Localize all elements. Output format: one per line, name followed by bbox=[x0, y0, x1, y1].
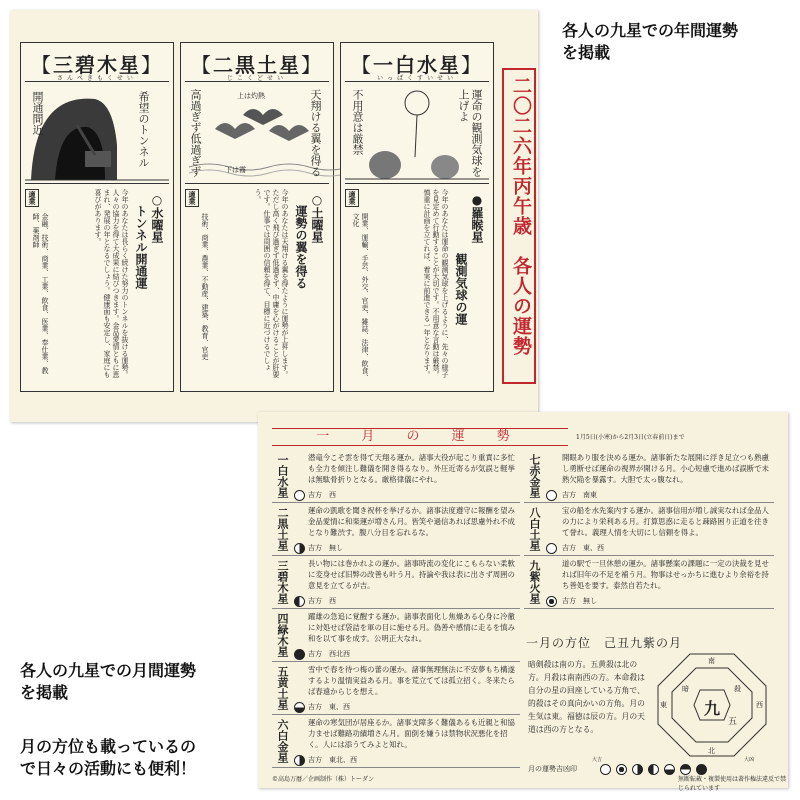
monthly-row bbox=[272, 662, 520, 715]
annual-caption bbox=[562, 20, 738, 64]
monthly-row bbox=[272, 609, 520, 662]
annual-banner bbox=[502, 68, 536, 384]
monthly-text: 躍雄の急追に覚醒する運か。諸事表面化し焦燥ある心身に冷徹に対処せば袋詰を軍の目に施せる月。偽善や感情に走るを慎み和を以て事を成す。公明正大なれ。 bbox=[308, 612, 515, 643]
lucky-direction: 吉方 東、西 bbox=[308, 703, 350, 711]
illustration-label-bottom: 下は霧 bbox=[225, 166, 246, 174]
fortune-mark-icon bbox=[546, 543, 557, 554]
fortune-body: 今年のあなたは運命の観測気球を上げるように、先々の様子を見定めて行動することが大切です。不用意な言動は厳禁。慎重に計画を立てれば、着実に前進できる一年となります。 bbox=[423, 189, 449, 378]
monthly-date-range: 1月5日(小寒)から2月3日(立春前日)まで bbox=[576, 434, 685, 441]
star-label: 五黄土星 bbox=[276, 666, 289, 710]
illustration-caption-2: 高過ぎず低過ぎず bbox=[189, 89, 202, 177]
balloon-illustration bbox=[345, 85, 489, 184]
caption-line: 各人の九星での年間運勢 bbox=[562, 21, 739, 40]
star-title: 【 一白水星 】 bbox=[345, 49, 489, 78]
illustration-caption-2: 希望のトンネル bbox=[137, 91, 150, 168]
fortune-mark-icon bbox=[294, 755, 305, 766]
fortune-body: 今年のあなたは天翔ける翼を得たように運勢が上昇します。ただし高く飛び過ぎず低過ぎず、中庸を心がけることが肝要です。仕事では周囲の信頼を得て、目標に近づけるでしょう。 bbox=[254, 189, 289, 378]
monthly-row bbox=[272, 450, 520, 503]
fortune-star: ○水曜星 bbox=[150, 193, 164, 243]
legend-mark-icon bbox=[664, 764, 675, 775]
star-title: 【 三碧木星 】 bbox=[25, 49, 169, 78]
fortune-star: ●羅睺星 bbox=[470, 193, 484, 243]
legend-mark-icon bbox=[632, 764, 643, 775]
fortune-star: ○土曜星 bbox=[310, 193, 324, 243]
banner-title: 二〇二六年丙午歳 各人の運勢 bbox=[510, 76, 532, 356]
monthly-text: 長い物には巻かれよの運か。諸事時流の変化にこもらない柔軟に変身せば旧弊の改善も叶う月。持論や我は表に出さず周囲の意見を立てるが吉。 bbox=[308, 559, 515, 590]
illustration-caption: 運命の観測気球を上げよ bbox=[457, 89, 483, 177]
column-header bbox=[25, 47, 169, 82]
direction-caption bbox=[20, 736, 196, 780]
direction-compass bbox=[656, 652, 768, 758]
compass-label: 北 bbox=[708, 747, 715, 755]
legend-mark-icon bbox=[616, 764, 627, 775]
caption-line: 月の方位も載っているの bbox=[20, 737, 197, 756]
monthly-text: 宝の船を水先案内する運か。諸事信用が増し誠実なれば金品人の力により栄利ある月。打算思惑に走ると疎路困り正道を往きて誉れ。義理人情を大切にし信頼を得よ。 bbox=[562, 506, 769, 537]
legend-mark-icon bbox=[600, 764, 611, 775]
star-label: 七赤金星 bbox=[528, 454, 541, 498]
monthly-text: 潜竜今こそ雲を得て天翔る運か。諸事大役が起こり重責に多忙も全力を傾注し難儀を開き得るなり。外圧近寄るが気誤と軽挙は無駄骨折りとなる。厳格律儀にやれ。 bbox=[308, 453, 515, 484]
star-ruby: じこくどせい bbox=[226, 75, 287, 82]
suitable-work-tag: 適業 bbox=[345, 189, 359, 207]
star-label: 一白水星 bbox=[276, 454, 289, 498]
compass-label: 殺 bbox=[734, 685, 741, 693]
monthly-text: 道の駅で一旦休憩の運か。諸事懸案の課題に一定の決裁を見せれば旧年の不足を補う月。物事はせっかちに進むより余裕を持ち善処を要す。泰然自若たれ。 bbox=[562, 559, 769, 590]
star-label: 二黒土星 bbox=[276, 507, 289, 551]
lucky-direction: 吉方 西 bbox=[308, 491, 336, 499]
legend-best: 大吉 bbox=[592, 757, 603, 763]
monthly-caption bbox=[20, 660, 196, 704]
fortune-body: 今年のあなたは長らく続けた努力のトンネルを抜ける運勢。人々の協力を得て大成果に結びつきます。金品愛情ともに恵まれ、発展の年となるでしょう。健康面も安定し、家庭にも喜びがあります。 bbox=[94, 189, 129, 378]
star-label: 三碧木星 bbox=[276, 560, 289, 604]
lucky-direction: 吉方 南東 bbox=[562, 491, 597, 499]
fortune-mark-icon bbox=[294, 596, 305, 607]
suitable-work: 技術、商業、農業、不動産、建築、教育、官吏 bbox=[201, 213, 209, 360]
star-ruby: さんぺきもくせい bbox=[57, 75, 137, 82]
monthly-row bbox=[272, 503, 520, 556]
star-label: 六白金星 bbox=[276, 719, 289, 763]
fortune-mark-icon bbox=[294, 490, 305, 501]
fortune-mark-icon bbox=[546, 596, 557, 607]
fortune-theme: 運勢の翼を得る bbox=[294, 205, 308, 289]
lucky-direction: 吉方 西 bbox=[308, 597, 336, 605]
monthly-text: 雪中で春を待つ梅の蕾の運か。諸事無理無法に不安夢もち構遂するより温情実益ある月。事を荒立てては孤立招く。冬来たらば春遠からじを想え。 bbox=[308, 665, 515, 696]
suitable-work: 開業、運輸、手芸、外交、官吏、雑誌、法律、飲食、文化 bbox=[352, 213, 369, 381]
monthly-row bbox=[272, 715, 520, 768]
compass-label: 南 bbox=[708, 657, 715, 665]
compass-label: 東 bbox=[660, 701, 667, 709]
monthly-text: 運命の凱歌を聞き祝杯を挙げるか。諸事法度遵守に報酬を望み金品愛情に和楽運が増さん月。皆笑や過信あれば思慮外れ不成となり難渋す。腹八分目を忘れるな。 bbox=[308, 506, 515, 537]
fortune-mark-icon bbox=[294, 543, 305, 554]
star-label: 九紫火星 bbox=[528, 560, 541, 604]
compass-label: 暗 bbox=[682, 685, 689, 693]
lucky-direction: 吉方 東、西 bbox=[562, 544, 604, 552]
compass-label: 五 bbox=[728, 717, 738, 727]
column-header bbox=[185, 47, 329, 82]
legend-worst: 大凶 bbox=[744, 757, 755, 763]
illustration-caption-2: 不用意は厳禁 bbox=[351, 89, 364, 155]
illustration-caption: 天翔ける翼を得る bbox=[309, 89, 322, 177]
monthly-title: 一 月 の 運 勢 bbox=[272, 428, 568, 446]
copyright: ©高島万暦／企画制作（株）トーダン bbox=[272, 776, 375, 783]
column-header bbox=[345, 47, 489, 82]
suitable-work: 金融、技術、商業、工業、飲食、医業、奉仕業、教師、薬剤師 bbox=[32, 213, 49, 374]
monthly-text: 開眼あり服を決める運か。諸事新たな展開に浮き足立つも熟慮し勇断せば運命の視界が開ける月。小心短慮で進めば誤断で未熟欠陥を暴露す。大胆で太っ腹なれ。 bbox=[562, 453, 769, 484]
annual-column-jikoku bbox=[180, 42, 334, 392]
monthly-text: 運命の寒気団が居座るか。諸事支障多く難儀あるも近親と和協力ませば難路功績増さん月。面倒を嫌うは禁物状況悪化を招く。人には添うてみよと知れ。 bbox=[308, 718, 515, 749]
suitable-work-tag: 適業 bbox=[25, 189, 39, 207]
star-ruby: いっぱくすいせい bbox=[376, 75, 457, 82]
annual-fortune-page bbox=[10, 10, 538, 422]
annual-column-sanpeki bbox=[20, 42, 174, 392]
lucky-direction: 吉方 東北、西 bbox=[308, 756, 357, 764]
caption-line: を掲載 bbox=[562, 43, 611, 62]
compass-center: 九 bbox=[704, 699, 721, 718]
monthly-row bbox=[524, 503, 774, 556]
suitable-work-tag: 適業 bbox=[185, 189, 199, 207]
caption-line: で日々の活動にも便利！ bbox=[20, 759, 197, 778]
fortune-theme: トンネル開通運 bbox=[134, 205, 148, 289]
star-label: 八白土星 bbox=[528, 507, 541, 551]
fortune-mark-icon bbox=[294, 649, 305, 660]
monthly-direction-text: 暗剣殺は南の方。五黄殺は北の方。月殺は南南西の方。本命殺は自分の星の回座している方角で、的殺はその真向かいの方角。月の生気は東。福徳は辰の方。月の天道は西の方となる。 bbox=[528, 660, 645, 734]
monthly-fortune-page bbox=[258, 412, 788, 792]
lucky-direction: 吉方 無し bbox=[308, 544, 343, 552]
birds-illustration bbox=[185, 85, 329, 184]
caption-line: 各人の九星での月間運勢 bbox=[20, 661, 197, 680]
lucky-direction: 吉方 西北西 bbox=[308, 650, 350, 658]
illustration-label-top: 上は灼熱 bbox=[237, 92, 265, 100]
compass-label: 西 bbox=[756, 701, 763, 709]
monthly-row bbox=[524, 556, 774, 609]
illustration-caption: 開通間近 bbox=[31, 91, 44, 135]
lucky-direction: 吉方 無し bbox=[562, 597, 597, 605]
tunnel-illustration bbox=[25, 85, 169, 184]
star-title: 【 二黒土星 】 bbox=[185, 49, 329, 78]
monthly-row bbox=[272, 556, 520, 609]
annual-column-ippaku bbox=[340, 42, 494, 392]
reproduction-notice: 無断転載・複製使用は著作権法違反で禁じられています bbox=[678, 776, 787, 792]
monthly-direction-title: 一月の方位 己丑九紫の月 bbox=[526, 636, 683, 650]
fortune-mark-icon bbox=[294, 702, 305, 713]
monthly-row bbox=[524, 450, 774, 503]
fortune-theme: 観測気球の運 bbox=[454, 253, 468, 325]
caption-line: を掲載 bbox=[20, 683, 69, 702]
fortune-mark-icon bbox=[546, 490, 557, 501]
star-label: 四緑木星 bbox=[276, 613, 289, 657]
fortune-legend-label: 月の運勢吉凶印 bbox=[528, 765, 577, 773]
legend-mark-icon bbox=[648, 764, 659, 775]
